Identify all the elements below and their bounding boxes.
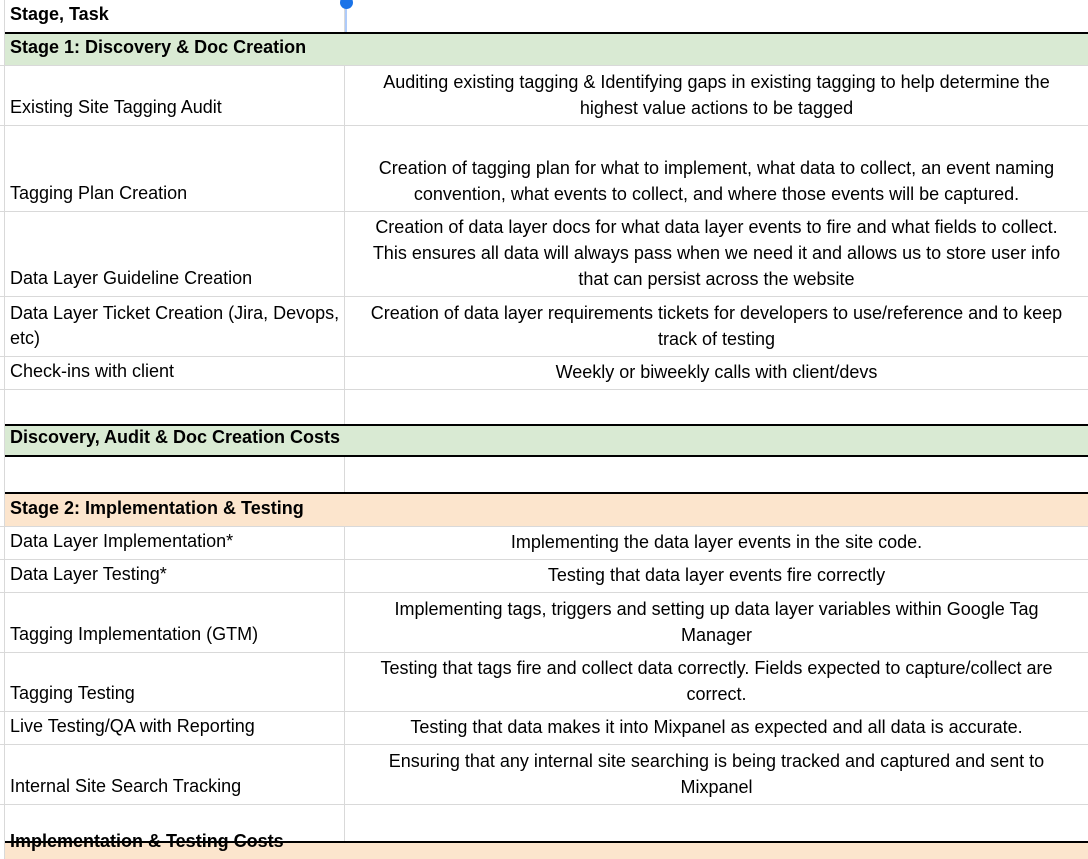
task-label: Internal Site Search Tracking bbox=[10, 776, 242, 796]
description-cell[interactable] bbox=[345, 297, 1088, 356]
costs-title: Discovery, Audit & Doc Creation Costs bbox=[10, 427, 341, 447]
table-row bbox=[0, 492, 1088, 527]
table-row bbox=[0, 831, 1088, 859]
task-cell[interactable] bbox=[5, 457, 345, 492]
description-cell[interactable] bbox=[345, 457, 1088, 492]
task-cell[interactable] bbox=[5, 66, 345, 125]
task-description: Creation of data layer requirements tickets for developers to use/reference and to keep track of testing bbox=[370, 303, 1063, 349]
task-cell[interactable] bbox=[5, 426, 345, 455]
description-cell[interactable] bbox=[345, 653, 1088, 711]
selection-column-line bbox=[345, 8, 347, 32]
task-label: Tagging Testing bbox=[10, 683, 135, 703]
description-cell[interactable] bbox=[345, 843, 1088, 859]
table-row bbox=[0, 390, 1088, 424]
description-cell[interactable] bbox=[345, 527, 1088, 559]
task-cell[interactable] bbox=[5, 0, 345, 32]
task-cell[interactable] bbox=[5, 126, 345, 211]
column-header-label: Stage, Task bbox=[10, 4, 109, 24]
task-label: Existing Site Tagging Audit bbox=[10, 97, 222, 117]
table-row bbox=[0, 653, 1088, 712]
task-label: Data Layer Testing* bbox=[10, 564, 167, 584]
description-cell[interactable] bbox=[345, 712, 1088, 744]
description-cell[interactable] bbox=[345, 0, 1088, 32]
task-label: Data Layer Ticket Creation (Jira, Devops, etc) bbox=[10, 303, 340, 348]
description-cell[interactable] bbox=[345, 494, 1088, 526]
task-cell[interactable] bbox=[5, 357, 345, 389]
table-row bbox=[0, 126, 1088, 212]
task-label: Tagging Implementation (GTM) bbox=[10, 624, 259, 644]
task-cell[interactable] bbox=[5, 593, 345, 652]
table-row bbox=[0, 0, 1088, 34]
description-cell[interactable] bbox=[345, 66, 1088, 125]
table-row bbox=[0, 560, 1088, 593]
task-label: Check-ins with client bbox=[10, 361, 175, 381]
description-cell[interactable] bbox=[345, 212, 1088, 296]
section-title: Stage 2: Implementation & Testing bbox=[10, 498, 304, 518]
table-row bbox=[0, 745, 1088, 805]
task-description: Implementing tags, triggers and setting up data layer variables within Google Tag Manager bbox=[394, 599, 1039, 645]
task-cell[interactable] bbox=[5, 560, 345, 592]
task-label: Data Layer Guideline Creation bbox=[10, 268, 253, 288]
table-row bbox=[0, 357, 1088, 390]
description-cell[interactable] bbox=[345, 805, 1088, 841]
description-cell[interactable] bbox=[345, 593, 1088, 652]
description-cell[interactable] bbox=[345, 390, 1088, 424]
task-description: Auditing existing tagging & Identifying gaps in existing tagging to help determine the highest value actions to be tagged bbox=[383, 72, 1050, 118]
description-cell[interactable] bbox=[345, 34, 1088, 65]
task-cell[interactable] bbox=[5, 745, 345, 804]
description-cell[interactable] bbox=[345, 357, 1088, 389]
task-description: Creation of tagging plan for what to implement, what data to collect, an event naming convention, what events to collect, and where those events will be captured. bbox=[378, 158, 1055, 204]
table-row bbox=[0, 34, 1088, 66]
task-description: Ensuring that any internal site searching is being tracked and captured and sent to Mixpanel bbox=[388, 751, 1045, 797]
task-cell[interactable] bbox=[5, 527, 345, 559]
description-cell[interactable] bbox=[345, 426, 1088, 455]
task-description: Implementing the data layer events in the site code. bbox=[510, 532, 923, 552]
description-cell[interactable] bbox=[345, 126, 1088, 211]
task-label: Data Layer Implementation* bbox=[10, 531, 234, 551]
task-label: Tagging Plan Creation bbox=[10, 183, 188, 203]
table-row bbox=[0, 457, 1088, 492]
task-description: Creation of data layer docs for what data layer events to fire and what fields to collect. This ensures all data will always pass when we need it and allows us to store user info that can persist across the website bbox=[372, 217, 1061, 289]
table-row bbox=[0, 593, 1088, 653]
section-title: Stage 1: Discovery & Doc Creation bbox=[10, 37, 307, 57]
task-description: Testing that data layer events fire correctly bbox=[547, 565, 886, 585]
task-label: Live Testing/QA with Reporting bbox=[10, 716, 255, 736]
task-cell[interactable] bbox=[5, 34, 345, 65]
table-row bbox=[0, 712, 1088, 745]
task-cell[interactable] bbox=[5, 494, 345, 526]
task-cell[interactable] bbox=[5, 712, 345, 744]
task-cell[interactable] bbox=[5, 831, 345, 859]
description-cell[interactable] bbox=[345, 745, 1088, 804]
table-row bbox=[0, 66, 1088, 126]
task-description: Weekly or biweekly calls with client/devs bbox=[555, 362, 878, 382]
table-row bbox=[0, 424, 1088, 457]
description-cell[interactable] bbox=[345, 560, 1088, 592]
costs-title: Implementation & Testing Costs bbox=[10, 831, 284, 851]
task-cell[interactable] bbox=[5, 212, 345, 296]
task-cell[interactable] bbox=[5, 297, 345, 356]
table-row bbox=[0, 527, 1088, 560]
task-cell[interactable] bbox=[5, 653, 345, 711]
task-cell[interactable] bbox=[5, 390, 345, 424]
table-row bbox=[0, 297, 1088, 357]
task-description: Testing that data makes it into Mixpanel as expected and all data is accurate. bbox=[410, 717, 1023, 737]
task-description: Testing that tags fire and collect data correctly. Fields expected to capture/collect are correct. bbox=[380, 658, 1053, 704]
table-row bbox=[0, 212, 1088, 297]
